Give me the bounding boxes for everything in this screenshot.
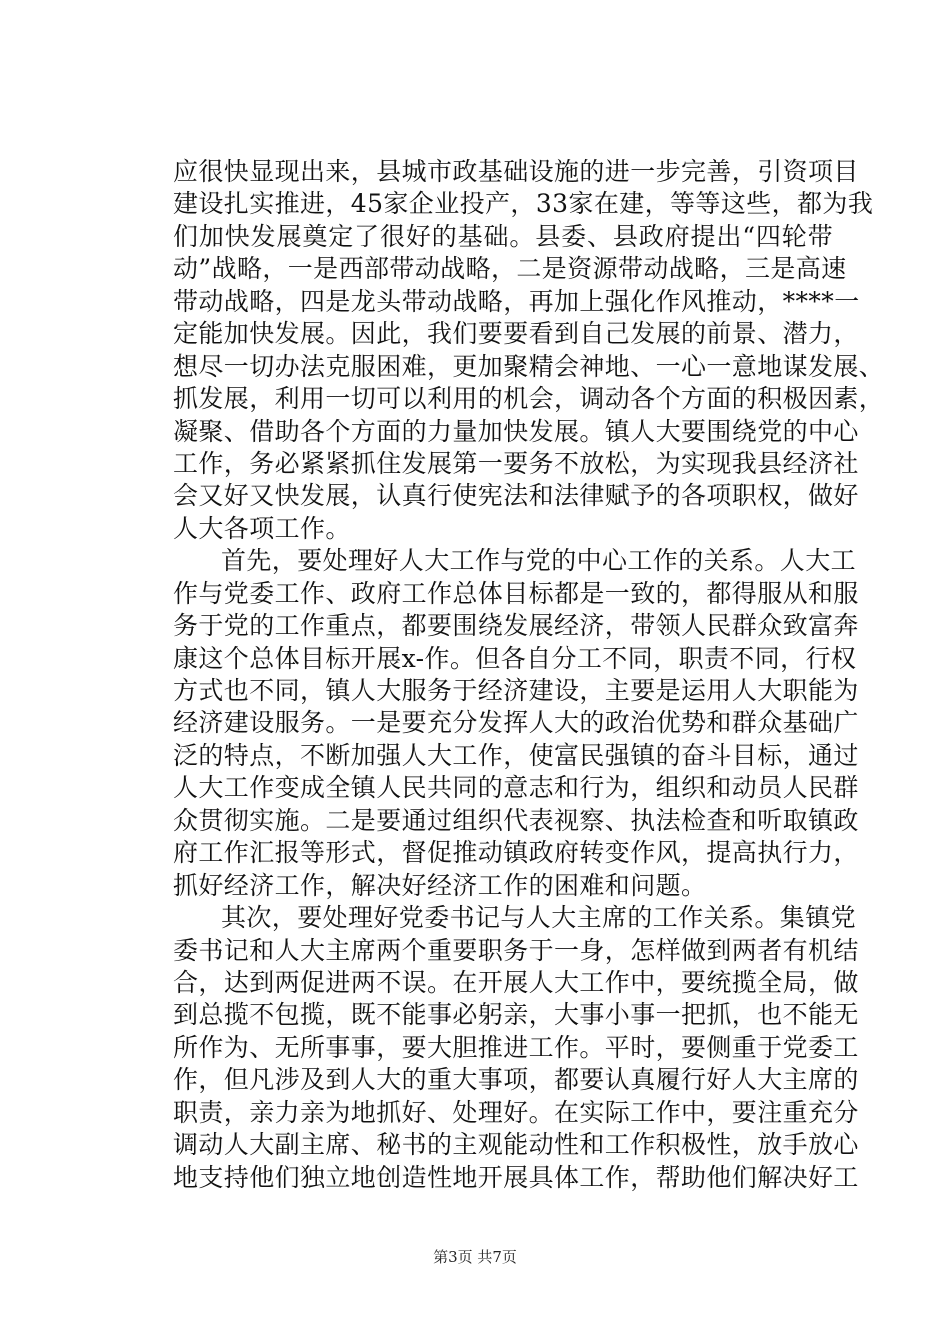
text-line: 首先，要处理好人大工作与党的中心工作的关系。人大工 xyxy=(221,546,857,576)
text-line: 到总揽不包揽，既不能事必躬亲，大事小事一把抓，也不能无 xyxy=(173,1000,859,1030)
text-line: 府工作汇报等形式，督促推动镇政府转变作风，提高执行力， xyxy=(173,838,859,868)
text-line: 泛的特点，不断加强人大工作，使富民强镇的奋斗目标，通过 xyxy=(173,740,859,770)
text-line: 动”战略，一是西部带动战略，二是资源带动战略，三是高速 xyxy=(173,254,847,284)
text-line: 合，达到两促进两不误。在开展人大工作中，要统揽全局，做 xyxy=(173,967,859,997)
text-line: 工作，务必紧紧抓住发展第一要务不放松，为实现我县经济社 xyxy=(173,448,859,478)
page-footer: 第3页 共7页 xyxy=(433,1248,517,1266)
text-line: 康这个总体目标开展x-作。但各自分工不同，职责不同，行权 xyxy=(173,643,857,673)
text-line: 会又好又快发展，认真行使宪法和法律赋予的各项职权，做好 xyxy=(173,481,859,511)
document-body xyxy=(173,156,885,1194)
text-line: 想尽一切办法克服困难，更加聚精会神地、一心一意地谋发展、 xyxy=(173,351,885,381)
text-line: 定能加快发展。因此，我们要要看到自己发展的前景、潜力， xyxy=(173,319,859,349)
text-line: 建设扎实推进，45家企业投产，33家在建，等等这些，都为我 xyxy=(173,189,874,219)
text-line: 抓好经济工作，解决好经济工作的困难和问题。 xyxy=(173,870,707,900)
text-line: 们加快发展奠定了很好的基础。县委、县政府提出“四轮带 xyxy=(173,221,833,251)
text-line: 委书记和人大主席两个重要职务于一身，怎样做到两者有机结 xyxy=(173,935,859,965)
text-line: 务于党的工作重点，都要围绕发展经济，带领人民群众致富奔 xyxy=(173,611,859,641)
text-line: 方式也不同，镇人大服务于经济建设，主要是运用人大职能为 xyxy=(173,676,859,705)
text-line: 抓发展，利用一切可以利用的机会，调动各个方面的积极因素， xyxy=(173,384,885,414)
text-line: 职责，亲力亲为地抓好、处理好。在实际工作中，要注重充分 xyxy=(173,1097,859,1127)
text-line: 其次，要处理好党委书记与人大主席的工作关系。集镇党 xyxy=(221,903,857,933)
text-line: 所作为、无所事事，要大胆推进工作。平时，要侧重于党委工 xyxy=(173,1032,859,1062)
text-line: 应很快显现出来，县城市政基础设施的进一步完善，引资项目 xyxy=(173,157,859,186)
text-line: 凝聚、借助各个方面的力量加快发展。镇人大要围绕党的中心 xyxy=(173,416,859,446)
text-line: 作，但凡涉及到人大的重大事项，都要认真履行好人大主席的 xyxy=(173,1065,859,1095)
text-line: 作与党委工作、政府工作总体目标都是一致的，都得服从和服 xyxy=(173,578,859,608)
text-line: 人大工作变成全镇人民共同的意志和行为，组织和动员人民群 xyxy=(173,773,859,803)
text-line: 带动战略，四是龙头带动战略，再加上强化作风推动，****一 xyxy=(173,286,860,316)
text-line: 经济建设服务。一是要充分发挥人大的政治优势和群众基础广 xyxy=(173,708,859,738)
text-line: 调动人大副主席、秘书的主观能动性和工作积极性，放手放心 xyxy=(173,1130,859,1160)
text-line: 人大各项工作。 xyxy=(173,513,351,543)
text-line: 地支持他们独立地创造性地开展具体工作，帮助他们解决好工 xyxy=(173,1162,859,1192)
text-line: 众贯彻实施。二是要通过组织代表视察、执法检查和听取镇政 xyxy=(173,805,859,835)
